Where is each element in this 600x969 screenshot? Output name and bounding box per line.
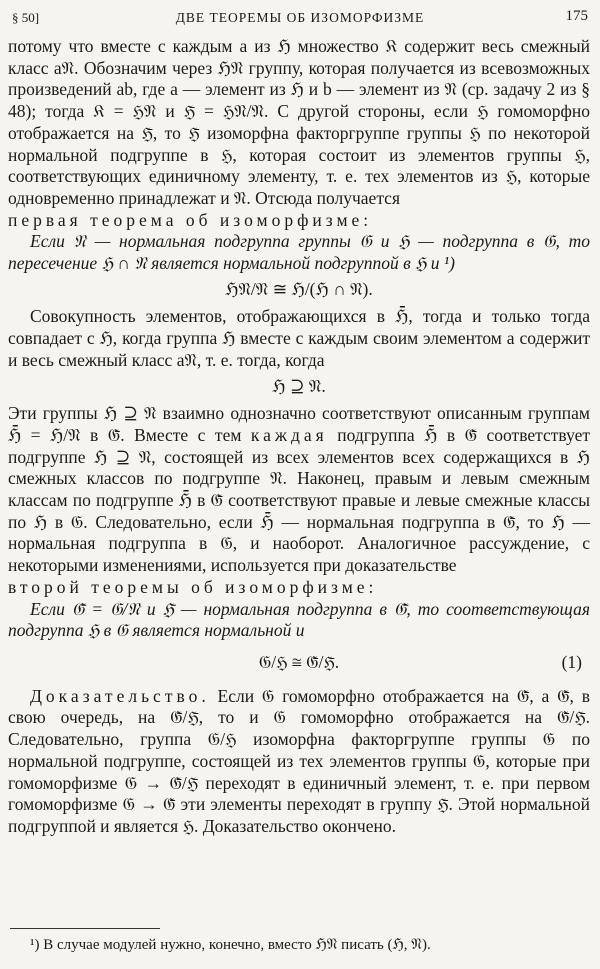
section-ref: § 50]	[12, 10, 40, 25]
running-header	[0, 8, 600, 30]
proof-label: Доказательство.	[30, 685, 210, 706]
theorem-2-statement: Если 𝔊̄ = 𝔊/𝔑 и ℌ̄ — нормальная подгруппа в 𝔊̄, то соответствующая подгруппа ℌ в 𝔊 является нормальной и	[8, 598, 590, 641]
paragraph-2: Совокупность элементов, отображающихся в ℌ̄, тогда и только тогда совпадает с ℌ, когда группа ℌ вместе с каждым своим элементом a содержит и весь смежный класс a𝔑, т. е. тогда, когда	[8, 306, 590, 370]
footnote-rule	[10, 928, 160, 929]
equation-number: (1)	[561, 651, 582, 672]
formula-2: ℌ ⊇ 𝔑.	[272, 375, 326, 396]
running-title: ДВЕ ТЕОРЕМЫ ОБ ИЗОМОРФИЗМЕ	[175, 10, 425, 25]
formula-3-line	[8, 652, 590, 674]
page-body	[8, 36, 590, 838]
formula-3: 𝔊/ℌ ≅ 𝔊̄/ℌ̄.	[258, 651, 340, 672]
first-theorem-heading: первая теорема об изоморфизме:	[8, 209, 373, 230]
second-theorem-heading: второй теоремы об изоморфизме:	[8, 576, 378, 597]
page-number: 175	[565, 8, 588, 24]
theorem-1-statement: Если 𝔑 — нормальная подгруппа группы 𝔊 и ℌ — подгруппа в 𝔊, то пересечение ℌ ∩ 𝔑 является нормальной подгруппой в ℌ и ¹)	[8, 231, 590, 274]
paragraph-3	[8, 403, 590, 577]
paragraph-3-start: Эти группы ℌ ⊇ 𝔑 взаимно однозначно соответствуют описанным группам ℌ̄ = ℌ/𝔑 в 𝔊̄. Вместе с тем	[8, 403, 590, 445]
emphasis-each: каждая	[250, 424, 328, 445]
formula-1: ℌ𝔑/𝔑 ≅ ℌ/(ℌ ∩ 𝔑).	[225, 278, 373, 299]
proof-text: Если 𝔊 гомоморфно отображается на 𝔊̄, а 𝔊̄, в свою очередь, на 𝔊̄/ℌ̄, то и 𝔊 гомоморфно отображается на 𝔊̄/ℌ̄. Следовательно, группа 𝔊/ℌ изоморфна факторгруппе группы 𝔊 по нормальной подгруппе, состоящей из тех элементов группы 𝔊, которые при гомоморфизме 𝔊 → 𝔊̄/ℌ̄ переходят в единичный элемент, т. е. при первом гомоморфизме 𝔊 → 𝔊̄ эти элементы переходят в группу ℌ̄. Этой нормальной подгруппой и является ℌ. Доказательство окончено.	[8, 685, 590, 836]
footnote: ¹) В случае модулей нужно, конечно, вместо ℌ𝔑 писать (ℌ, 𝔑).	[30, 937, 431, 953]
paragraph-3-rest: подгруппа ℌ̄ в 𝔊̄ соответствует подгруппе ℌ ⊇ 𝔑, состоящей из всех элементов всех содержащихся в ℌ смежных классов по подгруппе 𝔑. Наконец, правым и левым смежным классам по подгруппе ℌ̄ в 𝔊̄ соответствуют правые и левые смежные классы по ℌ в 𝔊. Следовательно, если ℌ̄ — нормальная подгруппа в 𝔊̄, то ℌ — нормальная подгруппа в 𝔊, и наоборот. Аналогичное рассуждение, с некоторыми изменениями, используется при доказательстве	[8, 424, 590, 576]
paragraph-1: потому что вместе с каждым a из ℌ множество 𝔎 содержит весь смежный класс a𝔑. Обозначим через ℌ𝔑 группу, которая получается из всевозможных произведений ab, где a — элемент из ℌ и b — элемент из 𝔑 (ср. задачу 2 из § 48); тогда 𝔎 = ℌ𝔑 и ℌ̄ = ℌ𝔑/𝔑. С другой стороны, если ℌ гомоморфно отображается на ℌ̄, то ℌ̄ изоморфна факторгруппе группы ℌ по некоторой нормальной подгруппе в ℌ, которая состоит из элементов группы ℌ, соответствующих единичному элементу, т. е. тех элементов из ℌ, которые одновременно принадлежат и 𝔑. Отсюда получается	[8, 36, 590, 208]
proof-paragraph	[8, 686, 590, 838]
